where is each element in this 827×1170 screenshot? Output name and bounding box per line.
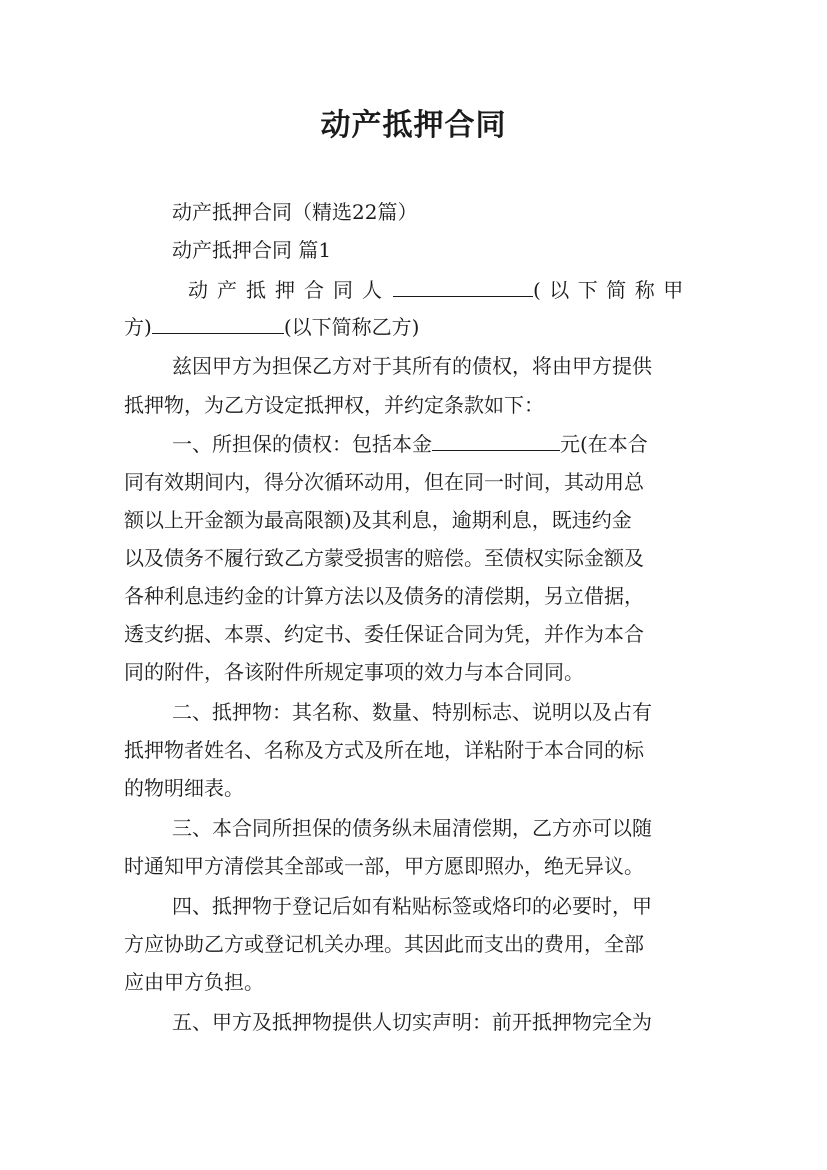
party-b-suffix: (以下简称乙方) <box>283 315 420 339</box>
text-line: 额以上开金额为最高限额)及其利息，逾期利息，既违约金 <box>124 508 632 532</box>
text-line: 兹因甲方为担保乙方对于其所有的债权，将由甲方提供 <box>172 354 652 378</box>
section-heading: 动产抵押合同 篇1 <box>172 238 332 262</box>
document-subtitle: 动产抵押合同（精选22篇） <box>172 200 418 224</box>
clause-1-prefix: 一、所担保的债权：包括本金 <box>172 432 432 456</box>
text-line: 三、本合同所担保的债务纵未届清偿期，乙方亦可以随 <box>172 816 652 840</box>
party-a-line <box>188 276 704 304</box>
text-line: 四、抵押物于登记后如有粘贴标签或烙印的必要时，甲 <box>172 894 652 918</box>
text-line: 方应协助乙方或登记机关办理。其因此而支出的费用，全部 <box>124 932 644 956</box>
text-line: 的物明细表。 <box>124 776 244 800</box>
text-line: 同的附件，各该附件所规定事项的效力与本合同同。 <box>124 660 584 684</box>
text-line: 抵押物，为乙方设定抵押权，并约定条款如下： <box>124 393 544 417</box>
party-b-prefix: 方) <box>124 315 152 339</box>
text-line: 同有效期间内，得分次循环动用，但在同一时间，其动用总 <box>124 470 644 494</box>
clause-1-suffix: 元(在本合 <box>560 432 648 456</box>
clause-1-line <box>172 430 704 458</box>
party-b-line <box>124 313 704 341</box>
principal-blank <box>432 430 560 451</box>
text-line: 抵押物者姓名、名称及方式及所在地，详粘附于本合同的标 <box>124 738 644 762</box>
text-line: 五、甲方及抵押物提供人切实声明：前开抵押物完全为 <box>172 1010 652 1034</box>
party-a-suffix: (以下简称甲 <box>533 278 692 302</box>
party-b-blank <box>152 313 284 334</box>
text-line: 以及债务不履行致乙方蒙受损害的赔偿。至债权实际金额及 <box>124 546 644 570</box>
text-line: 透支约据、本票、约定书、委任保证合同为凭，并作为本合 <box>124 622 644 646</box>
text-line: 各种利息违约金的计算方法以及债务的清偿期，另立借据， <box>124 584 644 608</box>
text-line: 应由甲方负担。 <box>124 970 264 994</box>
text-line: 时通知甲方清偿其全部或一部，甲方愿即照办，绝无异议。 <box>124 854 644 878</box>
party-a-prefix: 动产抵押合同人 <box>188 278 391 302</box>
document-title: 动产抵押合同 <box>320 108 507 143</box>
party-a-blank <box>393 276 533 297</box>
text-line: 二、抵押物：其名称、数量、特别标志、说明以及占有 <box>172 700 652 724</box>
